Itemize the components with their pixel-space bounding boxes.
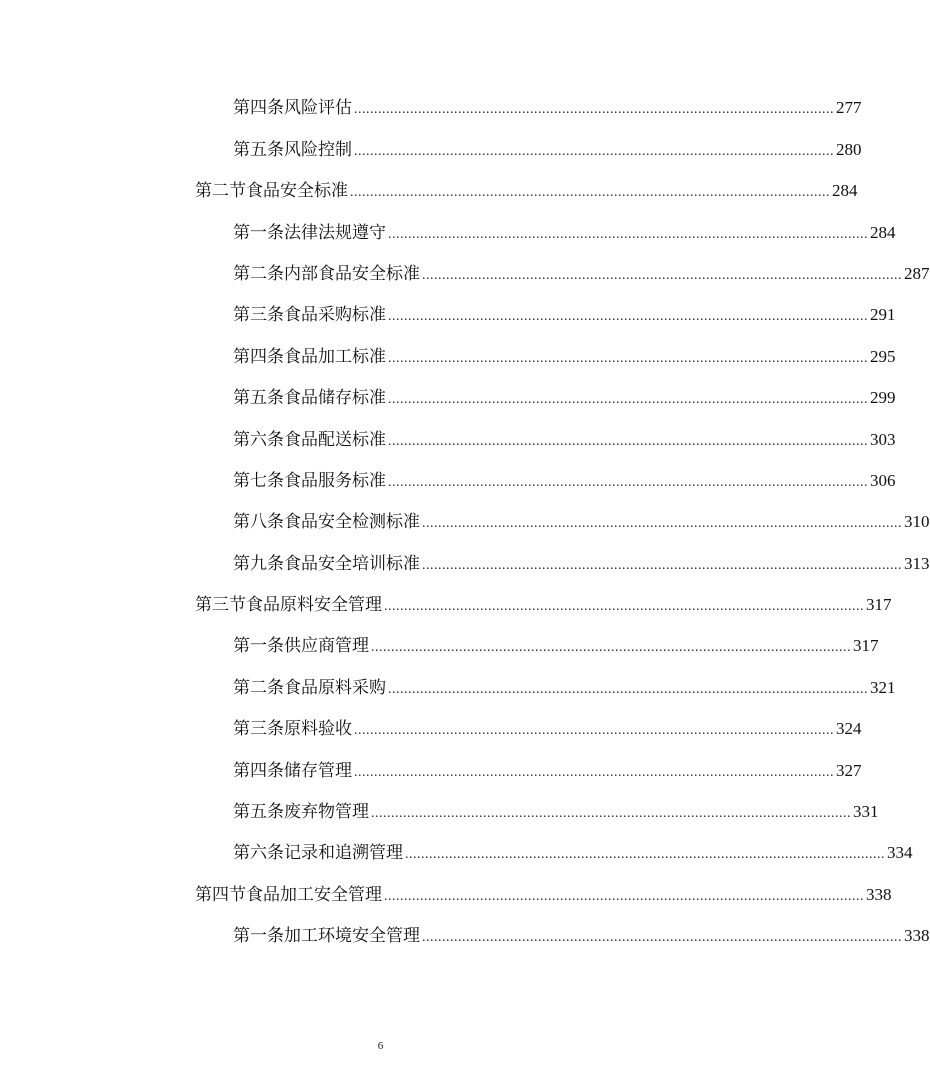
toc-article-entry[interactable]	[0, 462, 896, 503]
toc-entry-page: 303	[870, 429, 896, 449]
toc-entry-line	[233, 802, 879, 824]
toc-entry-title: 原料验收	[284, 719, 352, 740]
toc-dot-leader: ........................................................................................................................	[354, 102, 834, 118]
table-of-contents	[0, 89, 930, 958]
toc-entry-label: 第一条	[233, 926, 284, 947]
toc-dot-leader: ........................................................................................................................	[388, 474, 868, 490]
toc-article-entry[interactable]	[0, 379, 896, 420]
toc-entry-page: 317	[866, 595, 892, 615]
toc-dot-leader: ........................................................................................................................	[371, 640, 851, 656]
toc-article-entry[interactable]	[0, 296, 896, 337]
toc-entry-label: 第五条	[233, 388, 284, 409]
toc-entry-label: 第四节	[195, 884, 246, 905]
toc-entry-page: 317	[853, 636, 879, 656]
toc-entry-label: 第三节	[195, 595, 246, 616]
toc-entry-page: 306	[870, 470, 896, 490]
toc-entry-line	[233, 388, 896, 410]
toc-entry-line	[233, 139, 862, 162]
toc-entry-title: 食品储存标准	[284, 388, 386, 409]
toc-entry-label: 第九条	[233, 553, 284, 574]
toc-dot-leader: ........................................................................................................................	[384, 888, 864, 904]
toc-entry-page: 310	[904, 512, 930, 532]
toc-dot-leader: ........................................................................................................................	[422, 557, 902, 573]
toc-entry-line	[233, 346, 896, 369]
toc-entry-line	[233, 98, 862, 120]
toc-entry-label: 第六条	[233, 429, 284, 450]
toc-entry-line	[233, 305, 896, 327]
toc-article-entry[interactable]	[0, 130, 862, 171]
toc-entry-title: 食品加工标准	[284, 346, 386, 367]
toc-entry-line	[195, 595, 892, 617]
toc-dot-leader: ........................................................................................................................	[422, 267, 902, 283]
toc-entry-label: 第二节	[195, 181, 246, 202]
toc-entry-line	[233, 553, 930, 576]
toc-entry-line	[233, 719, 862, 741]
toc-entry-title: 风险控制	[284, 139, 352, 160]
toc-entry-title: 食品原料采购	[284, 677, 386, 698]
toc-entry-label: 第二条	[233, 677, 284, 698]
toc-entry-title: 食品采购标准	[284, 305, 386, 326]
toc-article-entry[interactable]	[0, 255, 930, 296]
toc-entry-line	[233, 926, 930, 948]
toc-entry-line	[233, 843, 913, 865]
toc-entry-page: 327	[836, 760, 862, 780]
toc-article-entry[interactable]	[0, 751, 862, 792]
toc-dot-leader: ........................................................................................................................	[422, 516, 902, 532]
toc-entry-title: 内部食品安全标准	[284, 263, 420, 284]
toc-entry-title: 食品安全检测标准	[284, 512, 420, 533]
toc-dot-leader: ........................................................................................................................	[384, 599, 864, 615]
toc-entry-line	[233, 429, 896, 452]
toc-dot-leader: ........................................................................................................................	[350, 185, 830, 201]
toc-entry-label: 第七条	[233, 470, 284, 491]
toc-entry-label: 第六条	[233, 843, 284, 864]
toc-article-entry[interactable]	[0, 627, 879, 668]
toc-entry-page: 338	[866, 884, 892, 904]
toc-entry-page: 324	[836, 719, 862, 739]
toc-entry-page: 284	[870, 222, 896, 242]
toc-dot-leader: ........................................................................................................................	[388, 309, 868, 325]
toc-article-entry[interactable]	[0, 917, 930, 958]
toc-entry-title: 食品服务标准	[284, 470, 386, 491]
toc-entry-page: 280	[836, 139, 862, 159]
toc-dot-leader: ........................................................................................................................	[354, 723, 834, 739]
toc-entry-line	[233, 677, 896, 700]
toc-entry-title: 食品配送标准	[284, 429, 386, 450]
toc-article-entry[interactable]	[0, 668, 896, 709]
toc-article-entry[interactable]	[0, 213, 896, 254]
toc-entry-title: 法律法规遵守	[284, 222, 386, 243]
toc-entry-page: 284	[832, 181, 858, 201]
toc-entry-page: 331	[853, 802, 879, 822]
toc-entry-line	[233, 636, 879, 658]
toc-dot-leader: ........................................................................................................................	[388, 392, 868, 408]
toc-entry-page: 334	[887, 843, 913, 863]
toc-entry-label: 第二条	[233, 263, 284, 284]
toc-entry-label: 第四条	[233, 760, 284, 781]
toc-dot-leader: ........................................................................................................................	[354, 764, 834, 780]
toc-entry-label: 第四条	[233, 98, 284, 119]
toc-entry-page: 338	[904, 926, 930, 946]
toc-entry-line	[233, 470, 896, 493]
toc-section-entry[interactable]	[0, 875, 892, 916]
toc-entry-title: 废弃物管理	[284, 802, 369, 823]
toc-entry-label: 第五条	[233, 802, 284, 823]
toc-entry-label: 第一条	[233, 222, 284, 243]
toc-entry-page: 287	[904, 263, 930, 283]
toc-entry-title: 食品加工安全管理	[246, 884, 382, 905]
toc-entry-label: 第八条	[233, 512, 284, 533]
page-number: 6	[377, 1040, 384, 1052]
toc-entry-title: 风险评估	[284, 98, 352, 119]
toc-entry-label: 第一条	[233, 636, 284, 657]
toc-entry-title: 食品安全标准	[246, 181, 348, 202]
toc-entry-line	[233, 512, 930, 534]
toc-entry-label: 第三条	[233, 719, 284, 740]
toc-entry-line	[233, 263, 930, 286]
toc-entry-title: 食品安全培训标准	[284, 553, 420, 574]
toc-dot-leader: ........................................................................................................................	[405, 847, 885, 863]
toc-article-entry[interactable]	[0, 337, 896, 378]
toc-article-entry[interactable]	[0, 89, 862, 130]
toc-article-entry[interactable]	[0, 834, 913, 875]
toc-entry-page: 291	[870, 305, 896, 325]
toc-entry-label: 第四条	[233, 346, 284, 367]
toc-dot-leader: ........................................................................................................................	[388, 681, 868, 697]
toc-entry-page: 295	[870, 346, 896, 366]
toc-dot-leader: ........................................................................................................................	[388, 433, 868, 449]
toc-article-entry[interactable]	[0, 544, 930, 585]
toc-dot-leader: ........................................................................................................................	[371, 806, 851, 822]
toc-entry-label: 第五条	[233, 139, 284, 160]
toc-entry-line	[233, 760, 862, 783]
toc-entry-page: 277	[836, 98, 862, 118]
toc-entry-title: 食品原料安全管理	[246, 595, 382, 616]
toc-dot-leader: ........................................................................................................................	[388, 226, 868, 242]
toc-entry-title: 记录和追溯管理	[284, 843, 403, 864]
toc-article-entry[interactable]	[0, 710, 862, 751]
toc-entry-line	[195, 884, 892, 907]
toc-entry-page: 321	[870, 677, 896, 697]
toc-entry-title: 加工环境安全管理	[284, 926, 420, 947]
toc-entry-page: 299	[870, 388, 896, 408]
toc-section-entry[interactable]	[0, 172, 858, 213]
toc-article-entry[interactable]	[0, 420, 896, 461]
toc-article-entry[interactable]	[0, 503, 930, 544]
toc-entry-line	[195, 181, 858, 203]
toc-dot-leader: ........................................................................................................................	[422, 930, 902, 946]
toc-entry-page: 313	[904, 553, 930, 573]
toc-dot-leader: ........................................................................................................................	[354, 143, 834, 159]
toc-entry-label: 第三条	[233, 305, 284, 326]
toc-section-entry[interactable]	[0, 586, 892, 627]
toc-entry-line	[233, 222, 896, 245]
toc-article-entry[interactable]	[0, 793, 879, 834]
toc-dot-leader: ........................................................................................................................	[388, 350, 868, 366]
toc-entry-title: 供应商管理	[284, 636, 369, 657]
toc-entry-title: 储存管理	[284, 760, 352, 781]
